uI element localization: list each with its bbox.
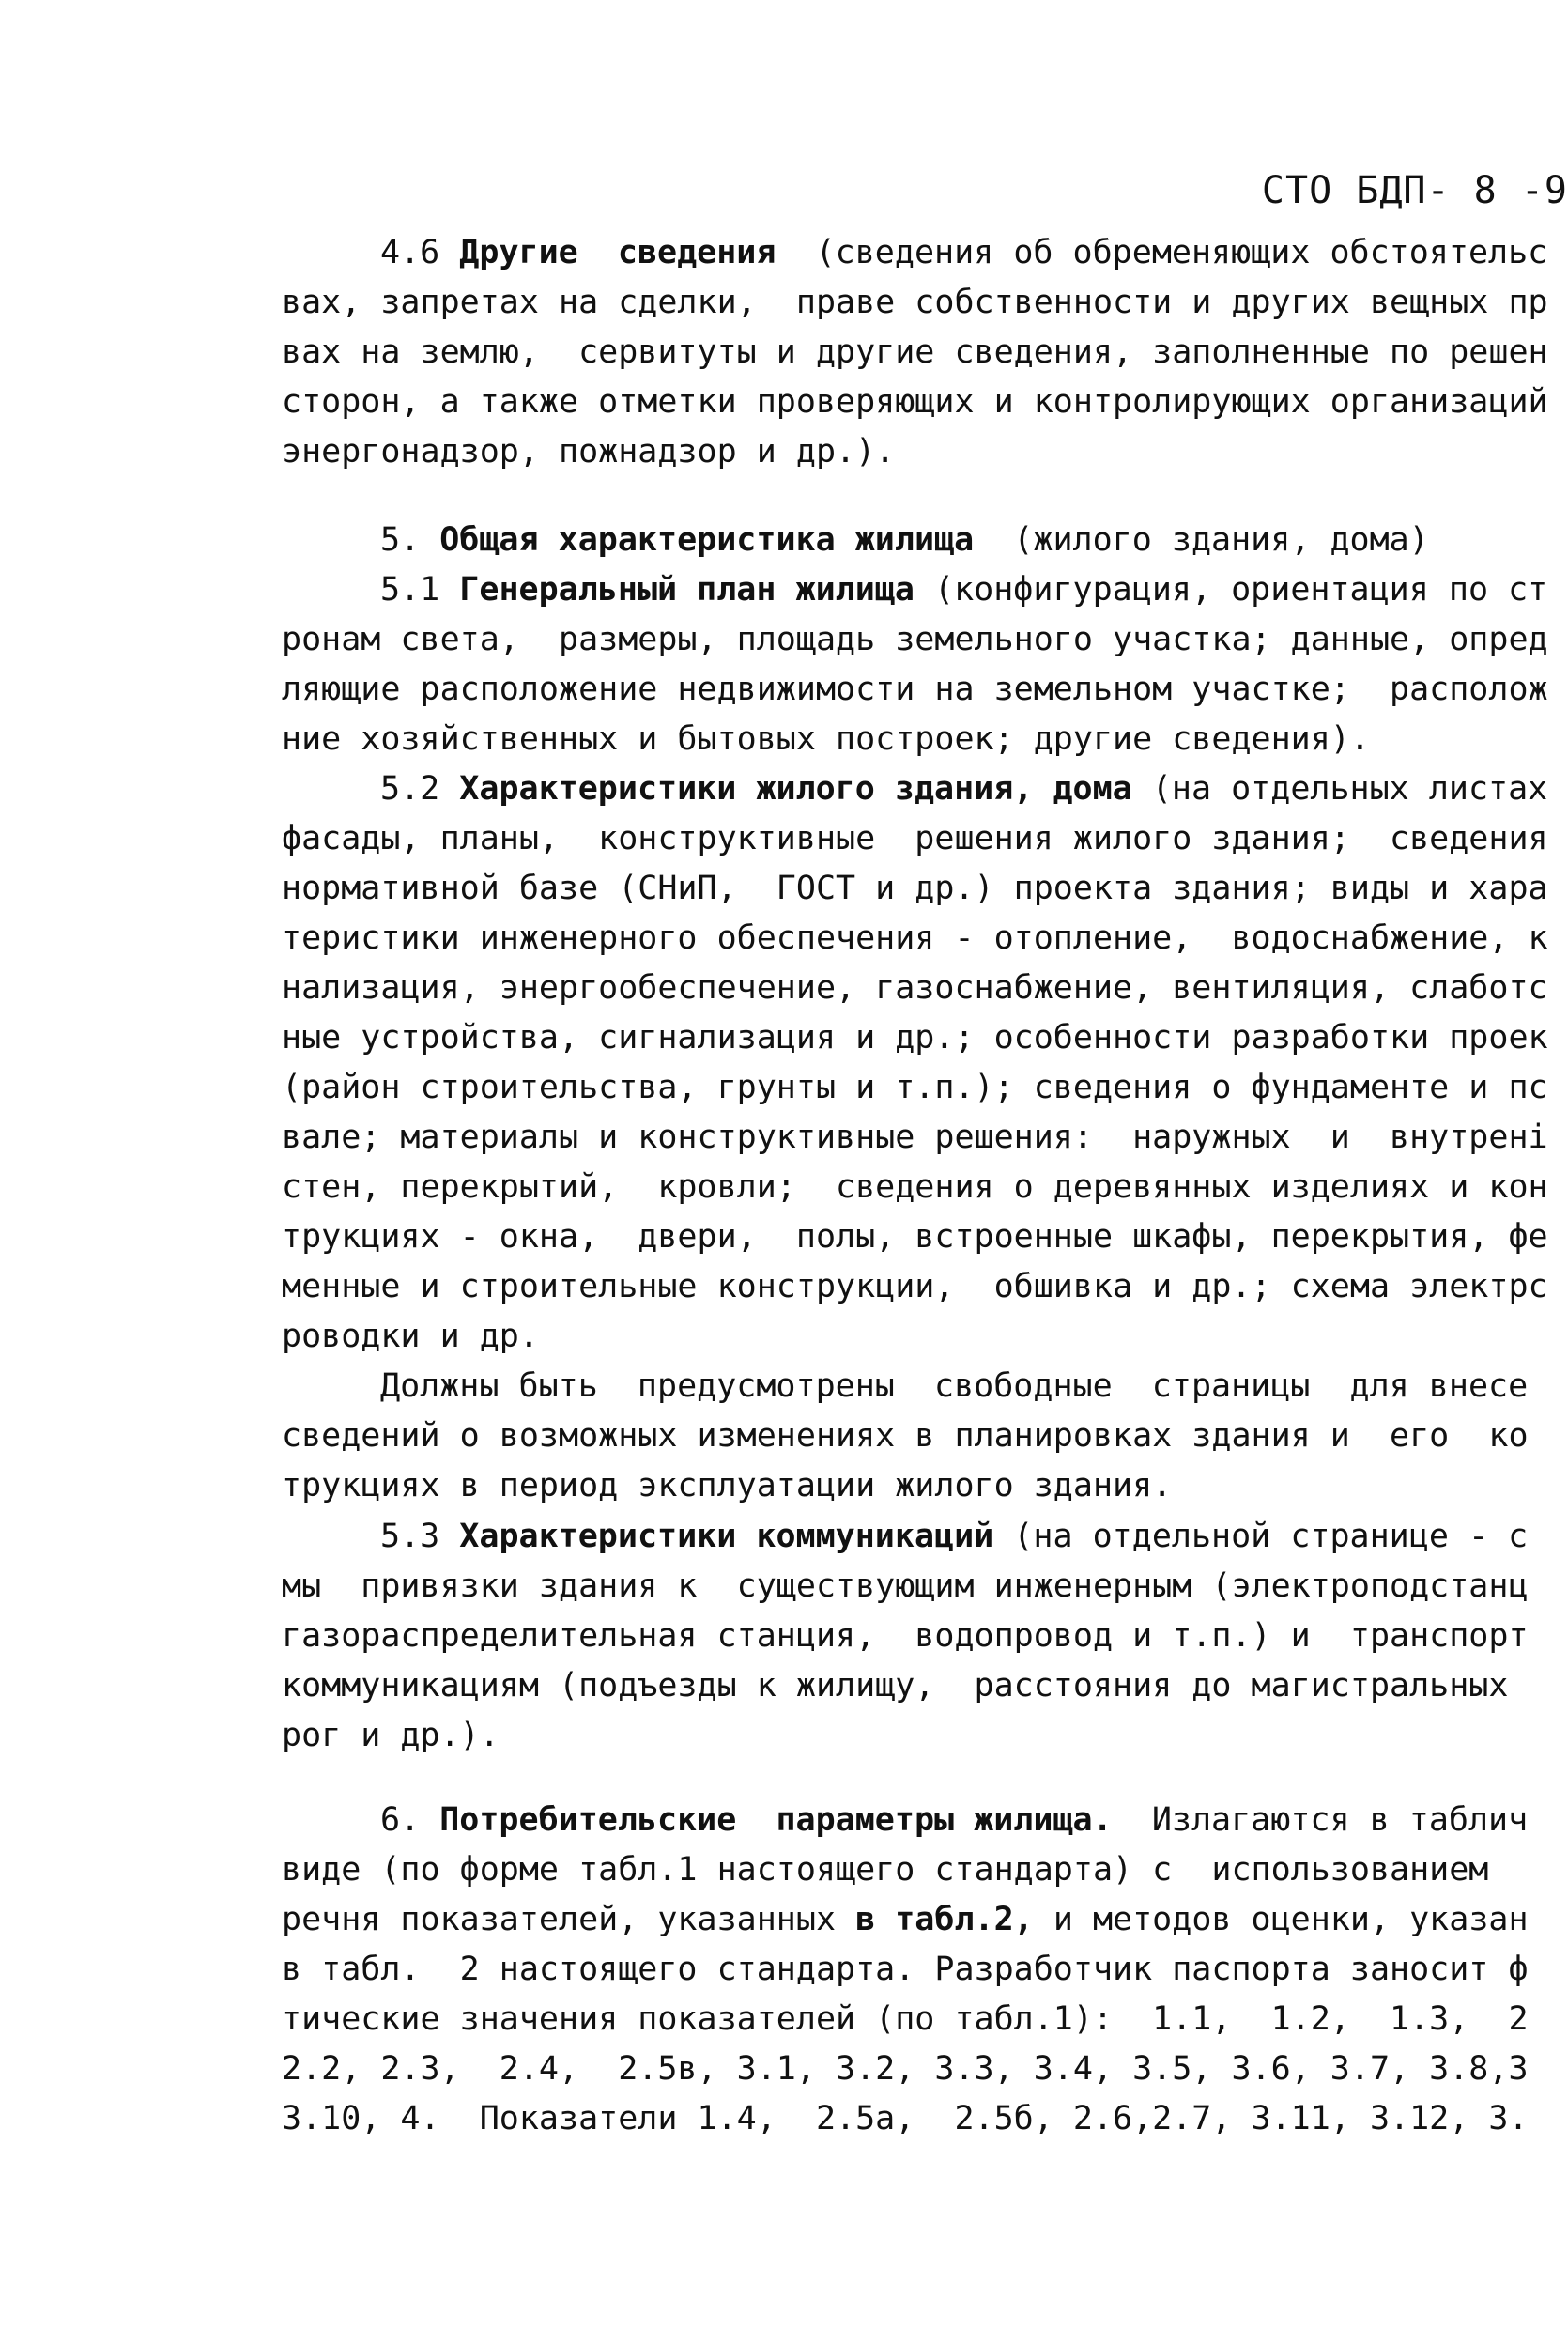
- line-text: Должны быть предусмотрены свободные страницы для внесе: [380, 1367, 1529, 1405]
- text-line: [380, 228, 1568, 277]
- section-number: 5.3: [380, 1518, 460, 1555]
- line-text: нормативной базе (СНиП, ГОСТ и др.) проекта здания; виды и хара: [282, 870, 1548, 907]
- section-heading: Другие сведения: [459, 234, 776, 271]
- line-text: 2.2, 2.3, 2.4, 2.5в, 3.1, 3.2, 3.3, 3.4, 3.5, 3.6, 3.7, 3.8,3: [282, 2050, 1529, 2088]
- line-text: вах на землю, сервитуты и другие сведения, заполненные по решен: [282, 333, 1548, 371]
- line-text: (на отдельных листах: [1131, 770, 1548, 808]
- text-line: [282, 378, 1568, 426]
- text-line: [282, 2044, 1568, 2093]
- line-text: ние хозяйственных и бытовых построек; другие сведения).: [282, 720, 1370, 758]
- line-text: сторон, а также отметки проверяющих и контролирующих организаций: [282, 383, 1548, 421]
- section-heading: Генеральный план жилища: [459, 571, 915, 609]
- text-line: [282, 427, 1568, 476]
- line-text: виде (по форме табл.1 настоящего стандарта) с использованием: [282, 1851, 1489, 1889]
- text-line: [282, 1461, 1568, 1510]
- text-line: [380, 565, 1568, 614]
- text-line: [380, 764, 1568, 813]
- text-line: [380, 1796, 1568, 1844]
- text-line: [282, 328, 1568, 377]
- text-line: [282, 2094, 1568, 2143]
- line-text: трукциях - окна, двери, полы, встроенные шкафы, перекрытия, фе: [282, 1218, 1548, 1256]
- line-text: теристики инженерного обеспечения - отопление, водоснабжение, к: [282, 919, 1548, 957]
- text-line: [282, 1661, 1568, 1710]
- text-line: [282, 1113, 1568, 1162]
- text-line: [282, 615, 1568, 664]
- text-line: [282, 1412, 1568, 1460]
- text-line: [282, 1895, 1568, 1944]
- line-text: (жилого здания, дома): [974, 521, 1429, 559]
- line-text: нализация, энергообеспечение, газоснабжение, вентиляция, слаботс: [282, 969, 1548, 1007]
- text-line: [282, 1945, 1568, 1994]
- text-line: [282, 1711, 1568, 1760]
- text-line: [380, 1512, 1568, 1561]
- line-text: газораспределительная станция, водопровод и т.п.) и транспорт: [282, 1617, 1529, 1655]
- text-line: [282, 964, 1568, 1012]
- line-text: и методов оценки, указан: [1033, 1901, 1529, 1938]
- line-text: сведений о возможных изменениях в планировках здания и его ко: [282, 1417, 1529, 1455]
- section-heading: Характеристики коммуникаций: [459, 1518, 994, 1555]
- text-line: [282, 1845, 1568, 1894]
- line-text: Излагаются в таблич: [1112, 1801, 1529, 1839]
- table-reference: в табл.2,: [855, 1901, 1034, 1938]
- page-header: СТО БДП- 8 -9: [1261, 169, 1568, 212]
- text-line: [380, 516, 1568, 564]
- text-line: [282, 864, 1568, 913]
- text-line: [282, 665, 1568, 714]
- line-text: энергонадзор, пожнадзор и др.).: [282, 433, 896, 471]
- section-number: 5.1: [380, 571, 460, 609]
- line-text: фасады, планы, конструктивные решения жилого здания; сведения: [282, 820, 1548, 857]
- text-line: [282, 914, 1568, 963]
- line-text: (на отдельной странице - с: [993, 1518, 1529, 1555]
- line-text: вах, запретах на сделки, праве собственности и других вещных пр: [282, 284, 1548, 321]
- text-line: [380, 1362, 1568, 1411]
- section-number: 5.: [380, 521, 440, 559]
- line-text: речня показателей, указанных: [282, 1901, 856, 1938]
- text-line: [282, 1063, 1568, 1112]
- section-number: 4.6: [380, 234, 460, 271]
- line-text: роводки и др.: [282, 1318, 539, 1355]
- line-text: мы привязки здания к существующим инженерным (электроподстанц: [282, 1567, 1529, 1605]
- line-text: (конфигурация, ориентация по ст: [914, 571, 1548, 609]
- line-text: тические значения показателей (по табл.1): 1.1, 1.2, 1.3, 2: [282, 2000, 1529, 2038]
- section-heading: Общая характеристика жилища: [439, 521, 975, 559]
- line-text: (район строительства, грунты и т.п.); сведения о фундаменте и пс: [282, 1069, 1548, 1106]
- text-line: [282, 278, 1568, 327]
- section-heading: Потребительские параметры жилища.: [439, 1801, 1113, 1839]
- section-number: 5.2: [380, 770, 460, 808]
- line-text: трукциях в период эксплуатации жилого здания.: [282, 1467, 1173, 1504]
- text-line: [282, 715, 1568, 764]
- text-line: [282, 1212, 1568, 1261]
- text-line: [282, 1995, 1568, 2044]
- text-line: [282, 814, 1568, 863]
- line-text: ронам света, размеры, площадь земельного участка; данные, опред: [282, 621, 1548, 658]
- text-line: [282, 1262, 1568, 1311]
- line-text: 3.10, 4. Показатели 1.4, 2.5а, 2.5б, 2.6,2.7, 3.11, 3.12, 3.: [282, 2100, 1529, 2137]
- line-text: коммуникациям (подъезды к жилищу, расстояния до магистральных: [282, 1667, 1509, 1705]
- section-heading: Характеристики жилого здания, дома: [459, 770, 1132, 808]
- text-line: [282, 1312, 1568, 1361]
- text-line: [282, 1163, 1568, 1211]
- text-line: [282, 1562, 1568, 1611]
- line-text: в табл. 2 настоящего стандарта. Разработчик паспорта заносит ф: [282, 1951, 1529, 1988]
- line-text: ляющие расположение недвижимости на земельном участке; располож: [282, 671, 1548, 708]
- line-text: (сведения об обременяющих обстоятельс: [776, 234, 1548, 271]
- line-text: менные и строительные конструкции, обшивка и др.; схема электрс: [282, 1268, 1548, 1305]
- line-text: ные устройства, сигнализация и др.; особенности разработки проек: [282, 1019, 1548, 1057]
- line-text: вале; материалы и конструктивные решения: наружных и внутрені: [282, 1119, 1548, 1156]
- text-line: [282, 1612, 1568, 1660]
- section-number: 6.: [380, 1801, 440, 1839]
- line-text: стен, перекрытий, кровли; сведения о деревянных изделиях и кон: [282, 1168, 1548, 1206]
- text-line: [282, 1013, 1568, 1062]
- line-text: рог и др.).: [282, 1717, 500, 1754]
